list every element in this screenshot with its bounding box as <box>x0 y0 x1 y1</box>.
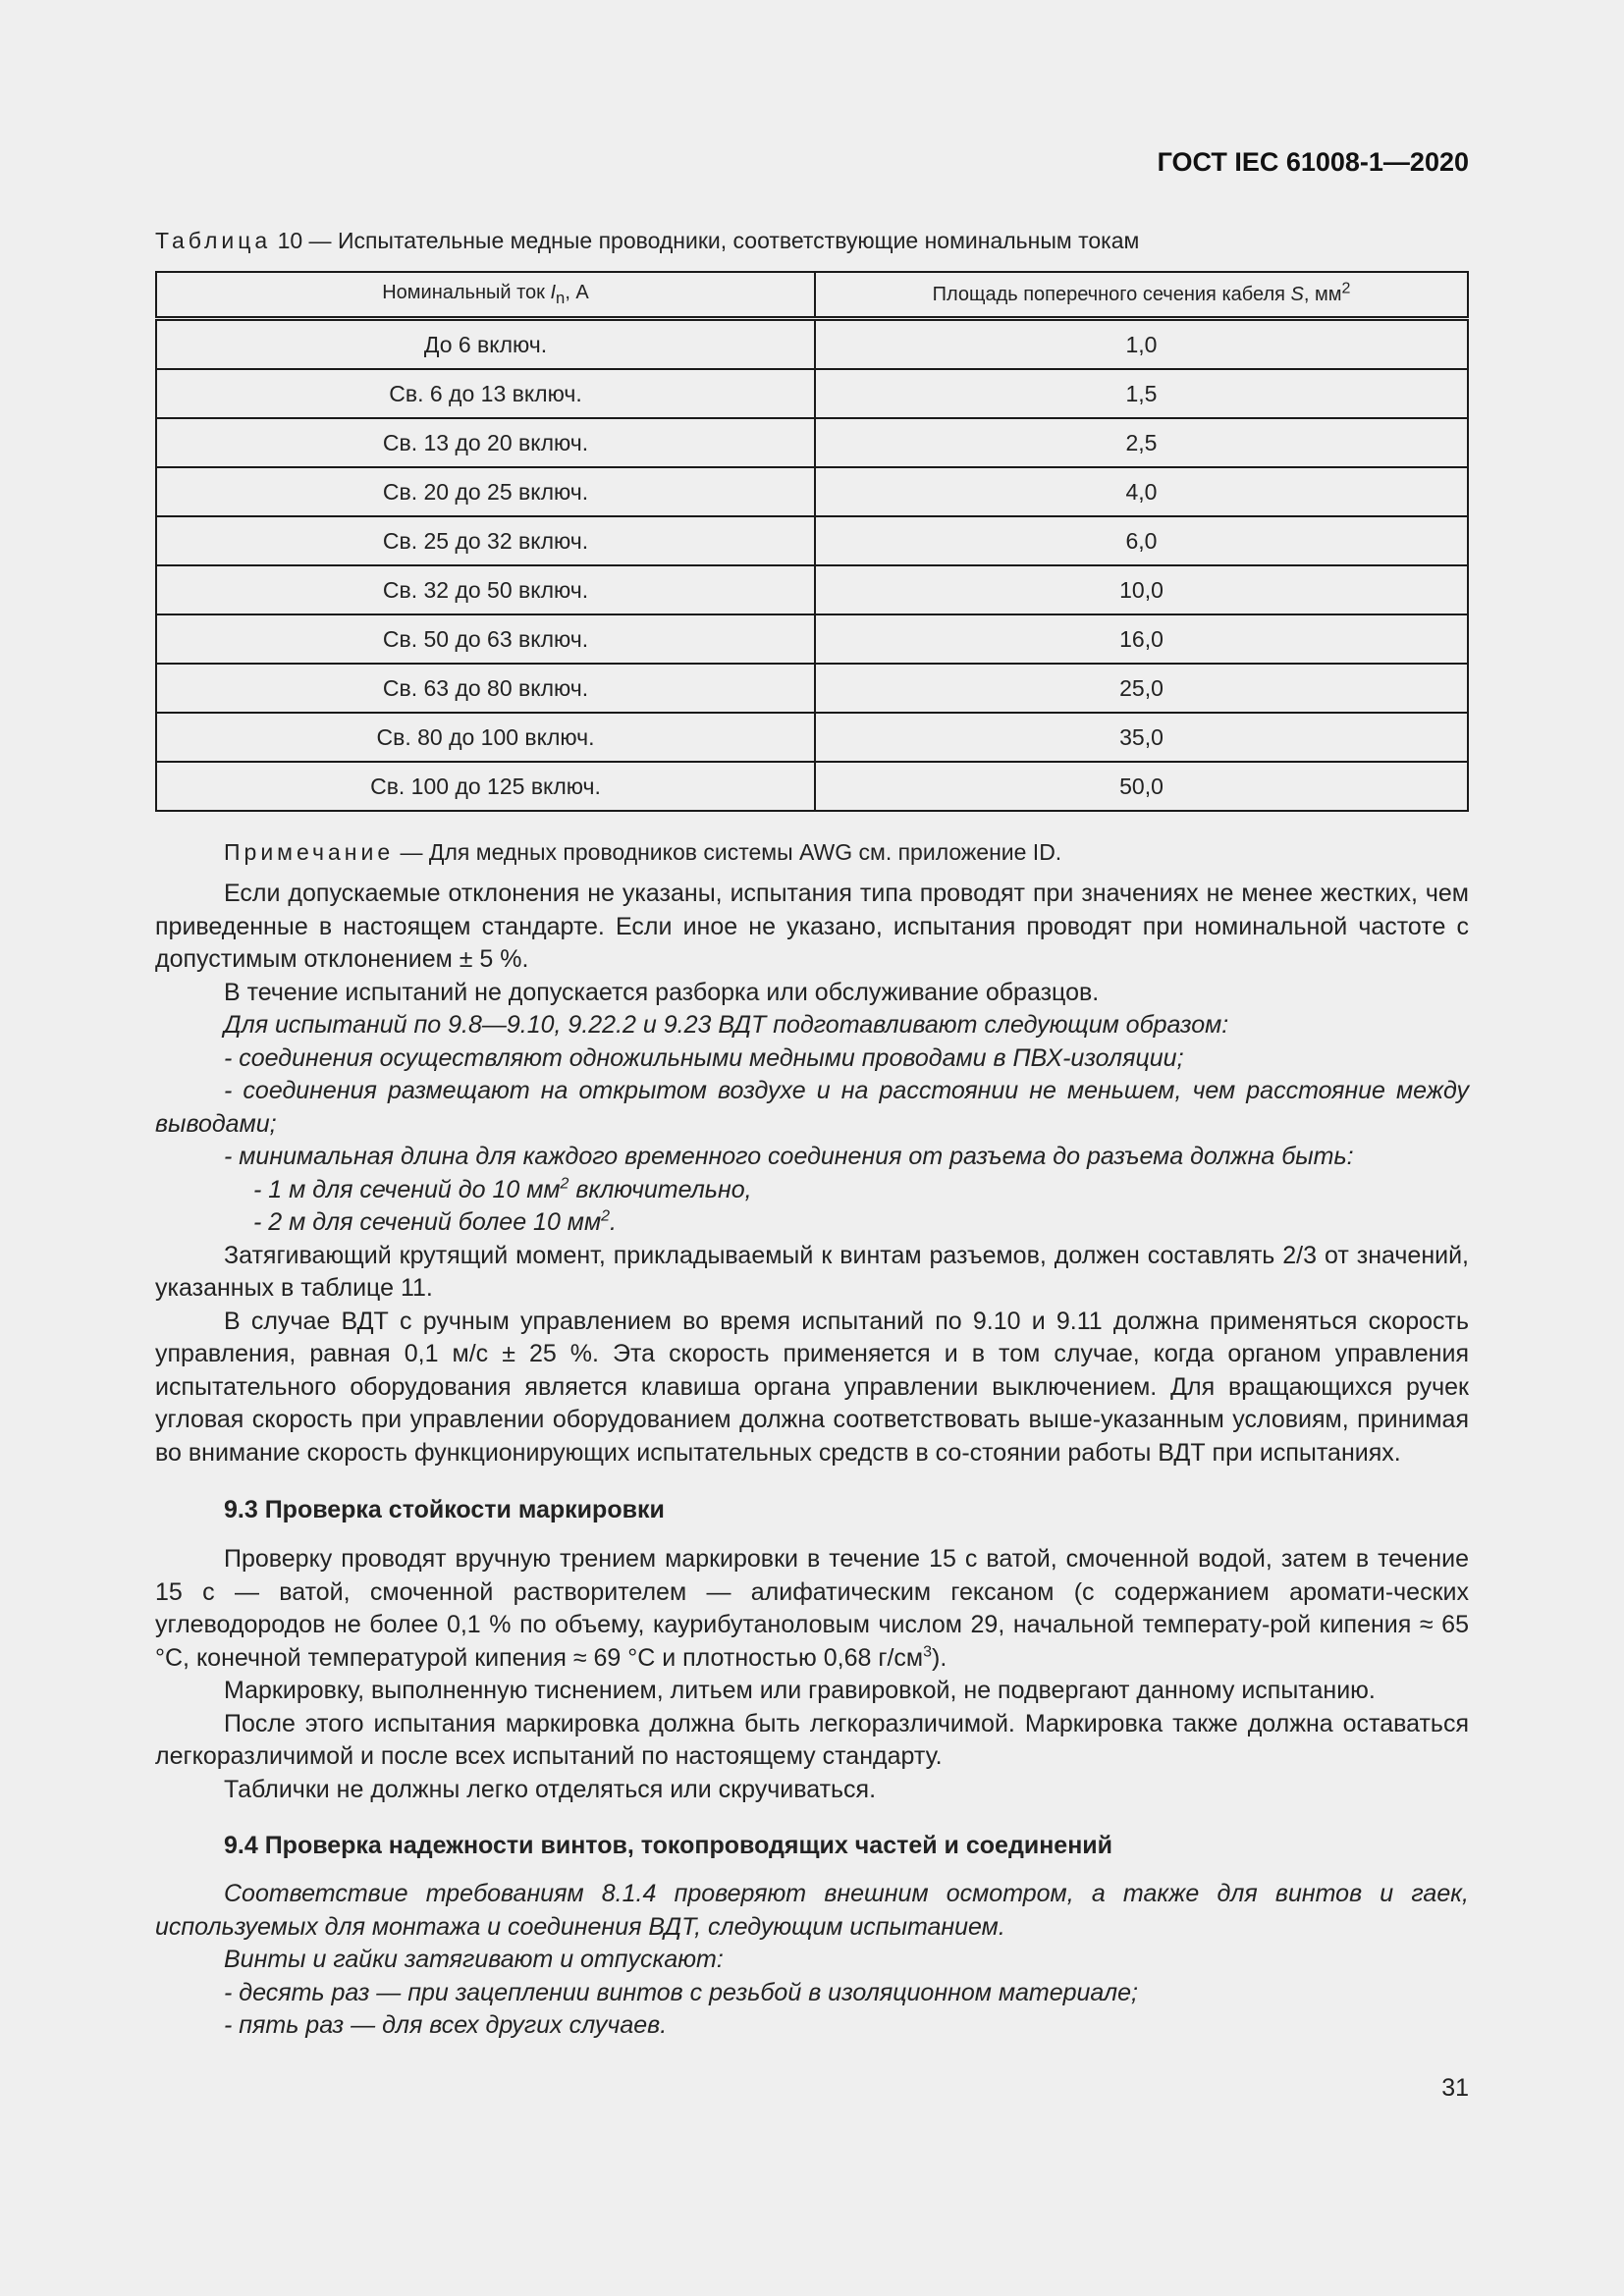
section-heading-9-3: 9.3 Проверка стойкости маркировки <box>224 1496 665 1523</box>
header-cross-section: Площадь поперечного сечения кабеля S, $мм^2$ <box>815 272 1468 319</box>
cell-current: Св. 32 до 50 включ. <box>156 565 815 614</box>
paragraph: Винты и гайки затягивают и отпускают: <box>224 1946 724 1973</box>
paragraph: Проверку проводят вручную трением маркировки в течение 15 с ватой, смоченной водой, затем в течение 15 с — ватой, смоченной растворителем — алифатическим гексаном (с содержанием аромати-ческих углеводородов не более 0,1 % по объему, каурибутаноловым числом 29, начальной температу-рой кипения ≈ 65 °С, конечной температурой кипения ≈ 69 °С и плотностью 0,68 $г/см^3$). <box>155 1545 1469 1672</box>
paragraph: В случае ВДТ с ручным управлением во время испытаний по 9.10 и 9.11 должна применяться скорость управления, равная 0,1 м/с ± 25 %. Эта скорость применяется и в том случае, когда органом управления испытательного оборудования является клавиша органа управлении выключением. Для вращающихся ручек угловая скорость при управлении оборудованием должна соответствовать выше-указанным условиям, принимая во внимание скорость функционирующих испытательных средств в со-стоянии работы ВДТ при испытаниях. <box>155 1307 1469 1467</box>
page-content <box>155 228 1469 2043</box>
note-word: Примечание <box>224 839 395 865</box>
cell-area: 1,0 <box>815 319 1468 370</box>
table-row <box>156 467 1468 516</box>
cell-current: Св. 50 до 63 включ. <box>156 614 815 664</box>
paragraph: После этого испытания маркировка должна быть легкоразличимой. Маркировка также должна оставаться легкоразличимой и после всех испытаний по настоящему стандарту. <box>155 1709 1469 1770</box>
table-caption <box>155 228 1469 254</box>
cell-area: 1,5 <box>815 369 1468 418</box>
cell-current: Св. 13 до 20 включ. <box>156 418 815 467</box>
paragraph: Затягивающий крутящий момент, прикладываемый к винтам разъемов, должен составлять 2/3 от значений, указанных в таблице 11. <box>155 1241 1469 1302</box>
paragraph: Для испытаний по 9.8—9.10, 9.22.2 и 9.23 ВДТ подготавливают следующим образом: <box>224 1011 1229 1039</box>
table-row <box>156 516 1468 565</box>
table-caption-word: Таблица <box>155 228 272 253</box>
table-row <box>156 418 1468 467</box>
cell-area: 16,0 <box>815 614 1468 664</box>
list-item: - пять раз — для всех других случаев. <box>224 2011 668 2039</box>
cell-current: Св. 80 до 100 включ. <box>156 713 815 762</box>
document-code: ГОСТ IEC 61008-1—2020 <box>1157 147 1469 177</box>
cell-current: Св. 100 до 125 включ. <box>156 762 815 811</box>
paragraph: Если допускаемые отклонения не указаны, испытания типа проводят при значениях не менее жестких, чем приведенные в настоящем стандарте. Если иное не указано, испытания проводят при номинальной частоте с допустимым отклонением ± 5 %. <box>155 880 1469 973</box>
paragraph: В течение испытаний не допускается разборка или обслуживание образцов. <box>224 978 1100 1006</box>
table-caption-text: 10 — Испытательные медные проводники, соответствующие номинальным токам <box>271 228 1140 253</box>
page-number: 31 <box>1441 2074 1469 2102</box>
sub-list-item: - 2 м для сечений более 10 $мм^2$. <box>253 1207 617 1236</box>
list-item: - соединения осуществляют одножильными медными проводами в ПВХ-изоляции; <box>224 1043 1184 1072</box>
cell-current: Св. 63 до 80 включ. <box>156 664 815 713</box>
list-item: - десять раз — при зацеплении винтов с резьбой в изоляционном материале; <box>224 1978 1138 2006</box>
table-row <box>156 762 1468 811</box>
cell-area: 4,0 <box>815 467 1468 516</box>
cell-current: Св. 25 до 32 включ. <box>156 516 815 565</box>
list-item: - минимальная длина для каждого временного соединения от разъема до разъема должна быть: <box>224 1143 1354 1170</box>
header-rated-current: Номинальный ток $I_n$, А <box>156 272 815 319</box>
table-row <box>156 319 1468 370</box>
cell-current: До 6 включ. <box>156 319 815 370</box>
cell-area: 2,5 <box>815 418 1468 467</box>
cell-area: 6,0 <box>815 516 1468 565</box>
paragraph: Маркировку, выполненную тиснением, литьем или гравировкой, не подвергают данному испытанию. <box>224 1677 1376 1704</box>
table-row <box>156 664 1468 713</box>
sub-list-item: - 1 м для сечений до 10 $мм^2$ включительно, <box>253 1175 752 1203</box>
note-text: — Для медных проводников системы AWG см. приложение ID. <box>394 839 1062 865</box>
table-row <box>156 614 1468 664</box>
cell-area: 50,0 <box>815 762 1468 811</box>
cell-current: Св. 6 до 13 включ. <box>156 369 815 418</box>
paragraph: Таблички не должны легко отделяться или скручиваться. <box>224 1775 877 1803</box>
section-heading-9-4: 9.4 Проверка надежности винтов, токопроводящих частей и соединений <box>224 1832 1113 1859</box>
table-note <box>155 839 1469 866</box>
cell-area: 10,0 <box>815 565 1468 614</box>
table-header-row <box>156 272 1468 319</box>
list-item: - соединения размещают на открытом воздухе и на расстоянии не меньшем, чем расстояние между выводами; <box>155 1077 1469 1138</box>
cell-current: Св. 20 до 25 включ. <box>156 467 815 516</box>
cell-area: 35,0 <box>815 713 1468 762</box>
cell-area: 25,0 <box>815 664 1468 713</box>
paragraph: Соответствие требованиям 8.1.4 проверяют внешним осмотром, а также для винтов и гаек, используемых для монтажа и соединения ВДТ, следующим испытанием. <box>155 1880 1469 1941</box>
table-row <box>156 369 1468 418</box>
copper-conductors-table <box>155 271 1469 812</box>
table-row <box>156 565 1468 614</box>
table-row <box>156 713 1468 762</box>
